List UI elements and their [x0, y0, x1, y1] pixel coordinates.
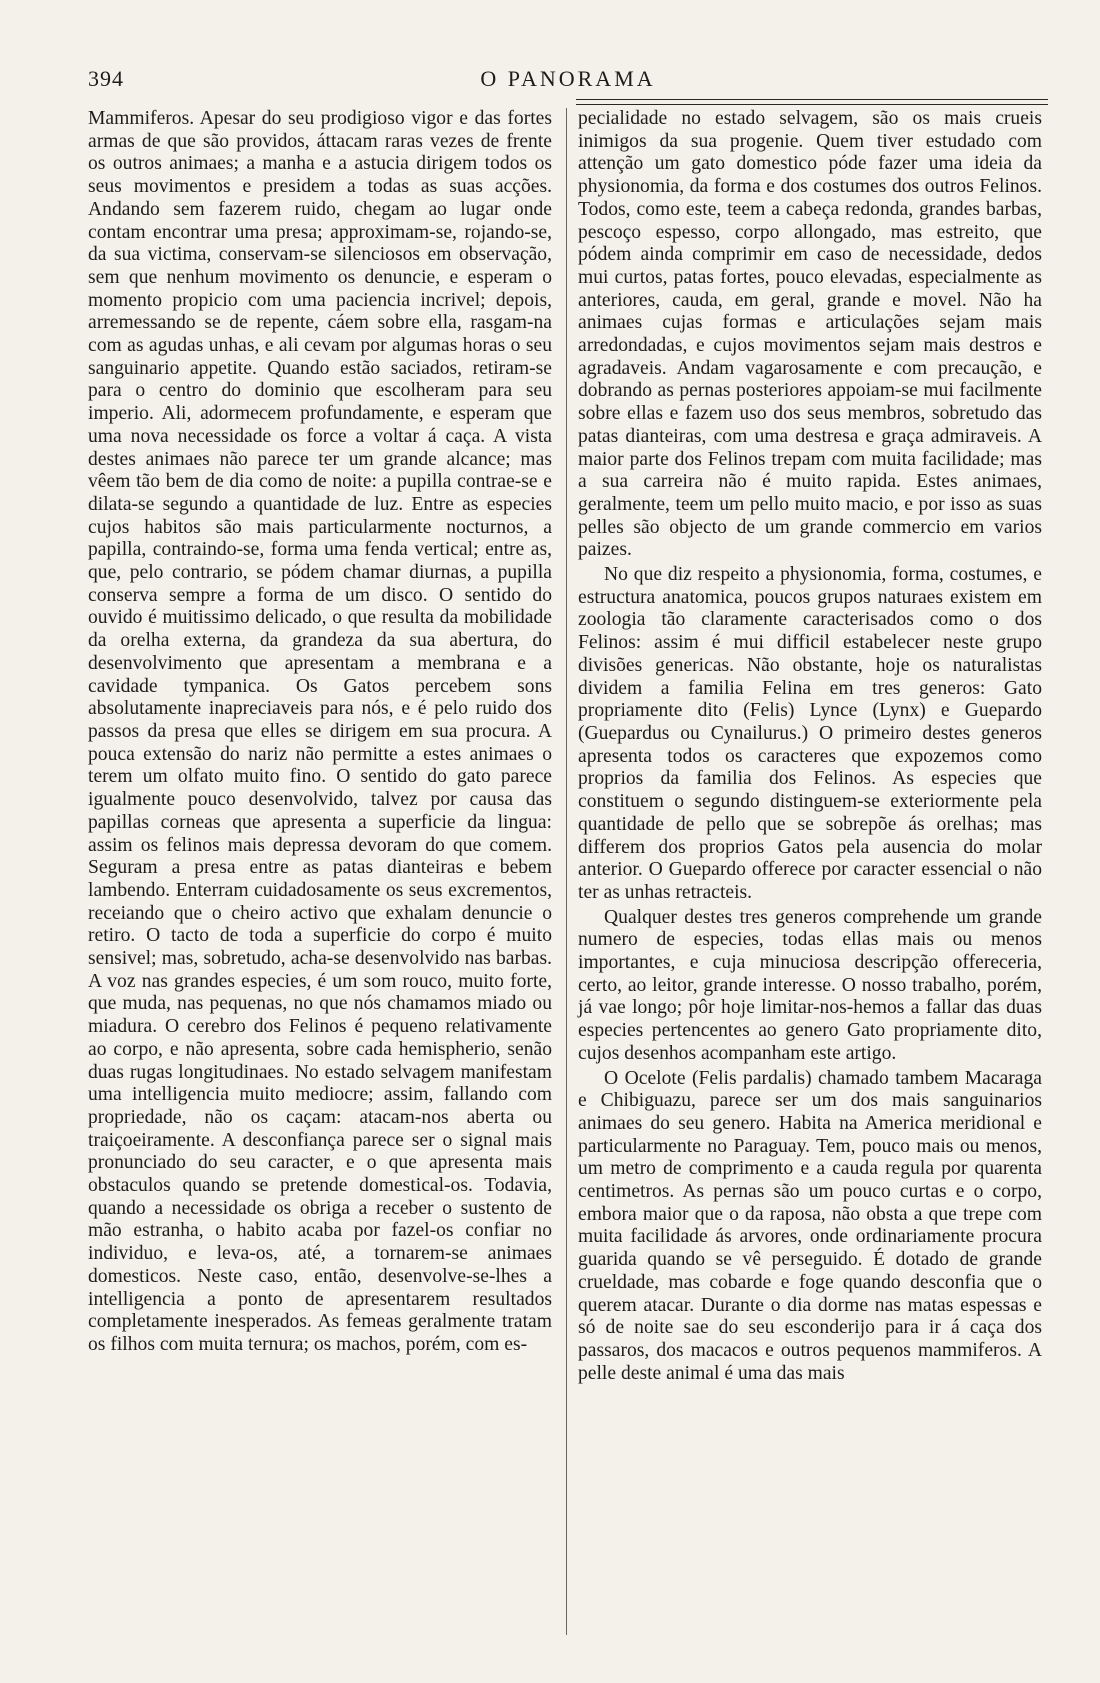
page-number: 394 [88, 66, 124, 91]
paragraph: O Ocelote (Felis pardalis) chamado tambem Macaraga e Chibiguazu, parece ser um dos mais sanguinarios animaes do seu genero. Habita na America meridional e particularmente no Paraguay. Tem, pouco mais ou menos, um metro de comprimento e a cauda regula por quarenta centimetros. As pernas são um pouco curtas e o corpo, embora maior que o da raposa, não obsta a que trepe com muita facilidade ás arvores, onde ordinariamente procura guarida quando se vê perseguido. É dotado de grande crueldade, mas cobarde e foge quando desconfia que o querem atacar. Durante o dia dorme nas matas espessas e só de noite sae do seu esconderijo para ir á caça dos passaros, dos macacos e outros pequenos mammiferos. A pelle deste animal é uma das mais [578, 1067, 1042, 1384]
paragraph: Mammiferos. Apesar do seu prodigioso vigor e das fortes armas de que são providos, áttacam raras vezes de frente os outros animaes; a manha e a astucia dirigem todos os seus movimentos e presidem a todas as suas acções. Andando sem fazerem ruido, chegam ao lugar onde contam encontrar uma presa; approximam-se, rojando-se, da sua victima, conservam-se silenciosos em observação, sem que nenhum movimento os denuncie, e esperam o momento propicio com uma paciencia incrivel; depois, arremessando se de repente, cáem sobre ella, rasgam-na com as agudas unhas, e ali cevam por algumas horas o seu sanguinario appetite. Quando estão saciados, retiram-se para o centro do dominio que escolheram para seu imperio. Ali, adormecem profundamente, e esperam que uma nova necessidade os force a voltar á caça. A vista destes animaes não parece ter um grande alcance; mas vêem tão bem de dia como de noite: a pupilla contrae-se e dilata-se segundo a quantidade de luz. Entre as especies cujos habitos são mais particularmente nocturnos, a papilla, contraindo-se, forma uma fenda vertical; entre as, que, pelo contrario, se pódem chamar diurnas, a pupilla conserva sempre a forma de um disco. O sentido do ouvido é muitissimo delicado, o que resulta da mobilidade da orelha externa, da grandeza da sua abertura, do desenvolvimento que apresentam a membrana e a cavidade tympanica. Os Gatos percebem sons absolutamente inapreciaveis para nós, e é pelo ruido dos passos da presa que elles se dirigem em sua procura. A pouca extensão do nariz não permitte a estes animaes o terem um olfato muito fino. O sentido do gato parece igualmente pouco desenvolvido, talvez por causa das papillas corneas que apresenta a superficie da lingua: assim os felinos mais depressa devoram do que comem. Seguram a presa entre as patas dianteiras e bebem lambendo. Enterram cuidadosamente os seus excrementos, receiando que o cheiro activo que exhalam denuncie o retiro. O tacto de toda a superficie do corpo é muito sensivel; mas, sobretudo, acha-se desenvolvido nas barbas. A voz nas grandes especies, é um som rouco, muito forte, que muda, nas pequenas, no que nós chamamos miado ou miadura. O cerebro dos Felinos é pequeno relativamente ao corpo, e não apresenta, sobre cada hemispherio, senão duas rugas longitudinaes. No estado selvagem manifestam uma intelligencia muito mediocre; assim, fallando com propriedade, não os caçam: atacam-nos aberta ou traiçoeiramente. A desconfiança parece ser o signal mais pronunciado do seu caracter, e o que apresenta mais obstaculos quando se pretende domestical-os. Todavia, quando a necessidade os obriga a receber o sustento de mão estranha, o habito acaba por fazel-os confiar no individuo, e leva-os, até, a tornarem-se animaes domesticos. Neste caso, então, desenvolve-se-lhes a intelligencia a ponto de apresentarem resultados completamente inesperados. As femeas geralmente tratam os filhos com muita ternura; os machos, porém, com es- [88, 108, 552, 1355]
paragraph: Qualquer destes tres generos comprehende um grande numero de especies, todas ellas mais ou menos importantes, e cuja minuciosa descripção offereceria, certo, ao leitor, grande interesse. O nosso trabalho, porém, já vae longo; pôr hoje limitar-nos-hemos a fallar das duas especies pertencentes ao genero Gato propriamente dito, cujos desenhos acompanham este artigo. [578, 906, 1042, 1064]
paragraph: No que diz respeito a physionomia, forma, costumes, e estructura anatomica, poucos grupos naturaes existem em zoologia tão claramente caracterisados como o dos Felinos: assim é mui difficil estabelecer neste grupo divisões genericas. Não obstante, hoje os naturalistas dividem a familia Felina em tres generos: Gato propriamente dito (Felis) Lynce (Lynx) e Guepardo (Guepardus ou Cynailurus.) O primeiro destes generos apresenta todos os caracteres que expozemos como proprios da familia dos Felinos. As especies que constituem o segundo distinguem-se exteriormente pela quantidade de pello que se sobrepõe ás orelhas; mas differem dos proprios Gatos pela ausencia do molar anterior. O Guepardo offerece por caracter essencial o não ter as unhas retracteis. [578, 564, 1042, 903]
right-column [578, 108, 1042, 1385]
column-divider [566, 108, 567, 1635]
page-header [88, 66, 1048, 96]
header-rule [576, 99, 1048, 105]
left-column [88, 108, 552, 1357]
page-title: O PANORAMA [480, 66, 656, 91]
paragraph: pecialidade no estado selvagem, são os mais crueis inimigos da sua progenie. Quem tiver estudado com attenção um gato domestico póde fazer uma ideia da physionomia, da forma e dos costumes dos outros Felinos. Todos, como este, teem a cabeça redonda, grandes barbas, pescoço espesso, corpo allongado, mas estreito, que pódem ainda comprimir em caso de necessidade, dedos mui curtos, patas fortes, pouco elevadas, especialmente as anteriores, cauda, em geral, grande e movel. Não ha animaes cujas formas e articulações sejam mais arredondadas, e cujos movimentos sejam mais destros e agradaveis. Andam vagarosamente e com precaução, e dobrando as pernas posteriores appoiam-se mui facilmente sobre ellas e fazem uso dos seus membros, sobretudo das patas dianteiras, com uma destresa e graça admiraveis. A maior parte dos Felinos trepam com muita facilidade; mas a sua carreira não é muito rapida. Estes animaes, geralmente, teem um pello muito macio, e por isso as suas pelles são objecto de um grande commercio em varios paizes. [578, 108, 1042, 561]
